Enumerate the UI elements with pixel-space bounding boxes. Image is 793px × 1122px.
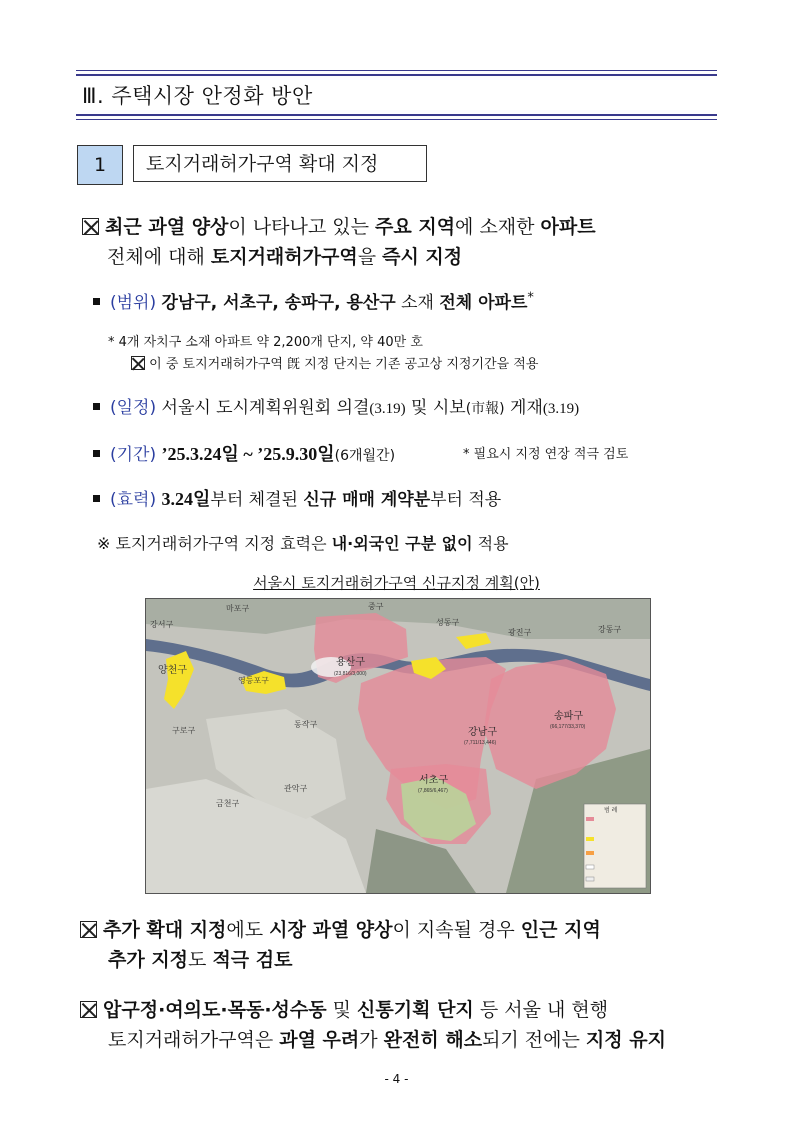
subsection-title: 토지거래허가구역 확대 지정 — [133, 145, 427, 182]
label-seocho: 서초구 — [419, 775, 448, 786]
bullet-effect: (효력) 3.24일부터 체결된 신규 매매 계약분부터 적용 — [93, 485, 501, 511]
label-gangnam: 강남구 — [468, 727, 497, 738]
point-maintain-line2: 토지거래허가구역은 과열 우려가 완전히 해소되기 전에는 지정 유지 — [108, 1029, 666, 1051]
label-songpa-sub: (66,177/33,370) — [550, 724, 586, 730]
period-note: * 필요시 지정 연장 적극 검토 — [463, 447, 629, 462]
label-gwanak: 관악구 — [284, 784, 308, 793]
bottom-rule-thin — [76, 119, 717, 120]
main-point-line1: 최근 과열 양상이 나타나고 있는 주요 지역에 소재한 아파트 — [82, 212, 596, 239]
label-guro: 구로구 — [172, 726, 196, 735]
remark: ※ 토지거래허가구역 지정 효력은 내·외국인 구분 없이 적용 — [97, 534, 509, 553]
label-songpa: 송파구 — [554, 711, 583, 722]
scope-note2: 이 중 토지거래허가구역 旣 지정 단지는 기존 공고상 지정기간을 적용 — [131, 353, 538, 372]
square-bullet-icon — [93, 298, 100, 305]
section-title: Ⅲ. 주택시장 안정화 방안 — [82, 84, 313, 108]
checkbox-icon — [80, 921, 97, 938]
label-yongsan-sub: (23,816/3,000) — [334, 671, 367, 677]
label-seongdong: 성동구 — [436, 618, 460, 627]
label-mapo: 마포구 — [226, 604, 250, 613]
label-seocho-sub: (7,865/6,467) — [418, 788, 448, 794]
label-yongsan: 용산구 — [336, 657, 365, 668]
checkbox-icon — [131, 356, 145, 370]
subsection-number: 1 — [77, 145, 123, 185]
bullet-scope: (범위) 강남구, 서초구, 송파구, 용산구 소재 전체 아파트* — [93, 288, 534, 313]
point-maintain-line1: 압구정·여의도·목동·성수동 및 신통기획 단지 등 서울 내 현행 — [80, 995, 608, 1022]
checkbox-icon — [82, 218, 99, 235]
point-additional-line2: 추가 지정도 적극 검토 — [108, 949, 293, 971]
label-gangnam-sub: (7,711/13,446) — [464, 740, 497, 746]
label-geumcheon: 금천구 — [216, 799, 240, 808]
main-point-line2: 전체에 대해 토지거래허가구역을 즉시 지정 — [107, 246, 463, 268]
label-gangdong: 강동구 — [598, 625, 622, 634]
point-additional-line1: 추가 확대 지정에도 시장 과열 양상이 지속될 경우 인근 지역 — [80, 915, 601, 942]
scope-note1: * 4개 자치구 소재 아파트 약 2,200개 단지, 약 40만 호 — [108, 335, 423, 350]
square-bullet-icon — [93, 403, 100, 410]
seoul-map-svg — [146, 599, 650, 893]
square-bullet-icon — [93, 495, 100, 502]
bottom-rule-thick — [76, 114, 717, 116]
label-gangseo: 강서구 — [150, 620, 174, 629]
label-yangcheon: 양천구 — [158, 665, 187, 676]
top-rule-thin — [76, 70, 717, 71]
bullet-schedule: (일정) 서울시 도시계획위원회 의결(3.19) 및 시보(市報) 게재(3.19) — [93, 393, 579, 418]
label-yeongdeungpo: 영등포구 — [238, 676, 269, 685]
label-dongjak: 동작구 — [294, 720, 318, 729]
page-number: - 4 - — [384, 1072, 409, 1086]
top-rule-thick — [76, 74, 717, 76]
checkbox-icon — [80, 1001, 97, 1018]
label-jung: 중구 — [368, 602, 384, 611]
bullet-period: (기간) ’25.3.24일 ~ ’25.9.30일(6개월간) — [93, 440, 395, 466]
legend-title: 범 례 — [604, 808, 618, 814]
seoul-map — [145, 598, 651, 894]
map-caption: 서울시 토지거래허가구역 신규지정 계획(안) — [253, 574, 540, 592]
square-bullet-icon — [93, 450, 100, 457]
label-gwangjin: 광진구 — [508, 628, 532, 637]
